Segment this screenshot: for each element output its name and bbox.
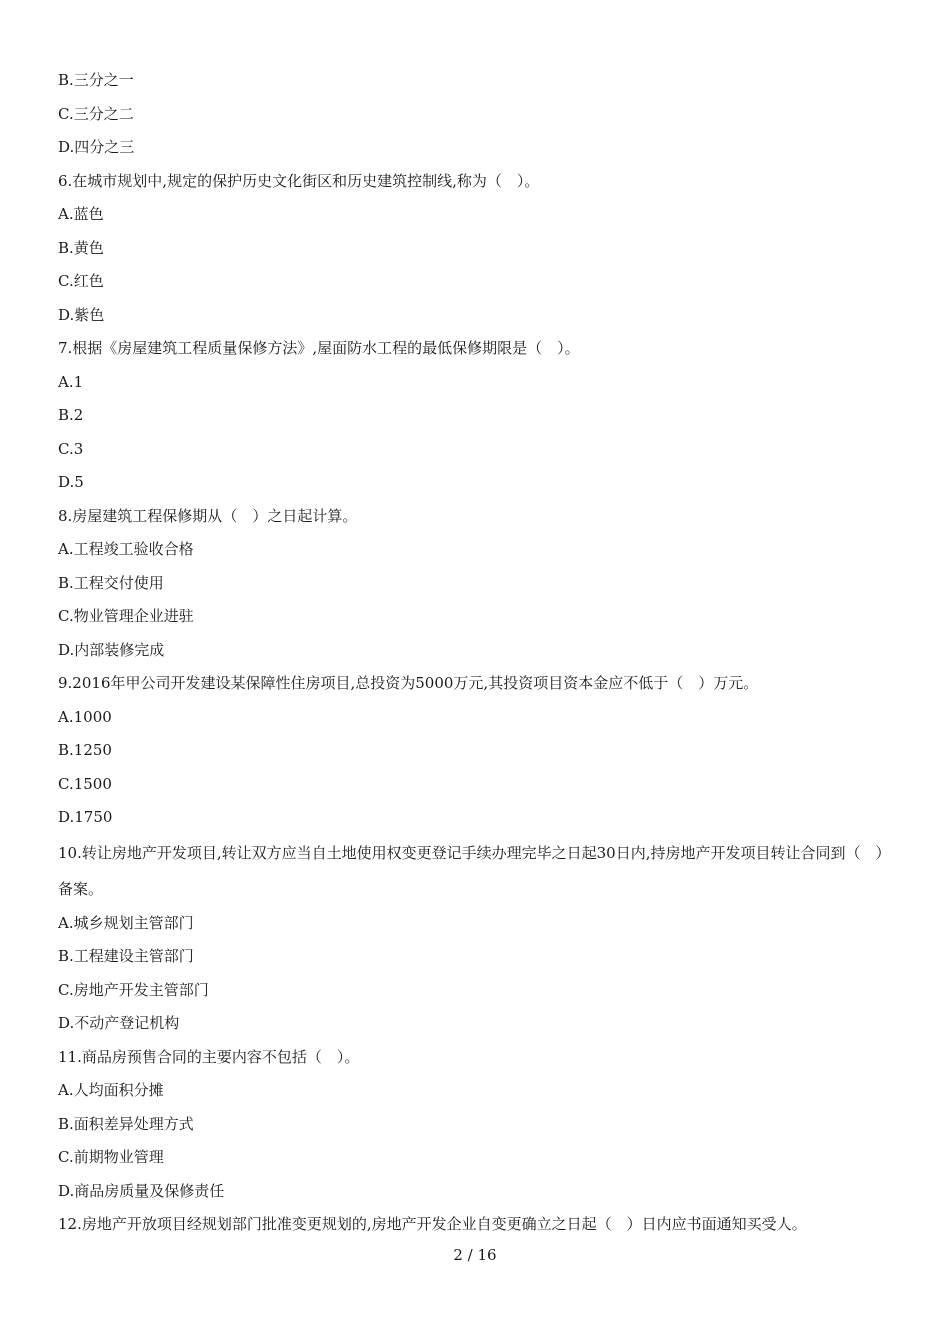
- option-q11-d: D.商品房质量及保修责任: [58, 1181, 225, 1200]
- page-number: 2 / 16: [453, 1246, 497, 1264]
- option-q5-d: D.四分之三: [58, 138, 135, 156]
- question-7: 7.根据《房屋建筑工程质量保修方法》,屋面防水工程的最低保修期限是（ ）。: [58, 339, 580, 357]
- option-q9-d: D.1750: [58, 808, 113, 826]
- option-q10-c: C.房地产开发主管部门: [58, 980, 209, 999]
- option-q10-b: B.工程建设主管部门: [58, 947, 194, 965]
- document-page: [58, 64, 898, 1242]
- option-q6-d: D.紫色: [58, 305, 105, 324]
- option-q7-c: C.3: [58, 439, 84, 458]
- option-q11-b: B.面积差异处理方式: [58, 1114, 194, 1133]
- question-12: 12.房地产开放项目经规划部门批准变更规划的,房地产开发企业自变更确立之日起（ ）日内应书面通知买受人。: [58, 1215, 807, 1233]
- question-9: 9.2016年甲公司开发建设某保障性住房项目,总投资为5000万元,其投资项目资本金应不低于（ ）万元。: [58, 674, 759, 692]
- option-q7-b: B.2: [58, 406, 84, 424]
- option-q6-a: A.蓝色: [58, 205, 104, 223]
- option-q8-c: C.物业管理企业进驻: [58, 607, 194, 625]
- option-q8-b: B.工程交付使用: [58, 573, 164, 592]
- option-q9-b: B.1250: [58, 741, 112, 759]
- question-11: 11.商品房预售合同的主要内容不包括（ ）。: [58, 1047, 360, 1066]
- option-q6-b: B.黄色: [58, 238, 104, 257]
- option-q7-d: D.5: [58, 473, 84, 491]
- option-q9-a: A.1000: [58, 707, 112, 726]
- option-q10-d: D.不动产登记机构: [58, 1014, 180, 1032]
- question-8: 8.房屋建筑工程保修期从（ ）之日起计算。: [58, 506, 358, 525]
- question-10: 10.转让房地产开发项目,转让双方应当自土地使用权变更登记手续办理完毕之日起30日内,持房地产开发项目转让合同到（ ）备案。: [58, 843, 891, 898]
- option-q10-a: A.城乡规划主管部门: [58, 913, 194, 932]
- option-q9-c: C.1500: [58, 774, 112, 793]
- option-q5-b: B.三分之一: [58, 71, 134, 89]
- option-q7-a: A.1: [58, 372, 84, 391]
- option-q11-a: A.人均面积分摊: [58, 1081, 164, 1099]
- option-q8-a: A.工程竣工验收合格: [58, 540, 194, 558]
- question-6: 6.在城市规划中,规定的保护历史文化街区和历史建筑控制线,称为（ ）。: [58, 171, 540, 190]
- option-q5-c: C.三分之二: [58, 104, 134, 123]
- option-q11-c: C.前期物业管理: [58, 1148, 164, 1166]
- option-q6-c: C.红色: [58, 272, 104, 290]
- option-q8-d: D.内部装修完成: [58, 640, 165, 659]
